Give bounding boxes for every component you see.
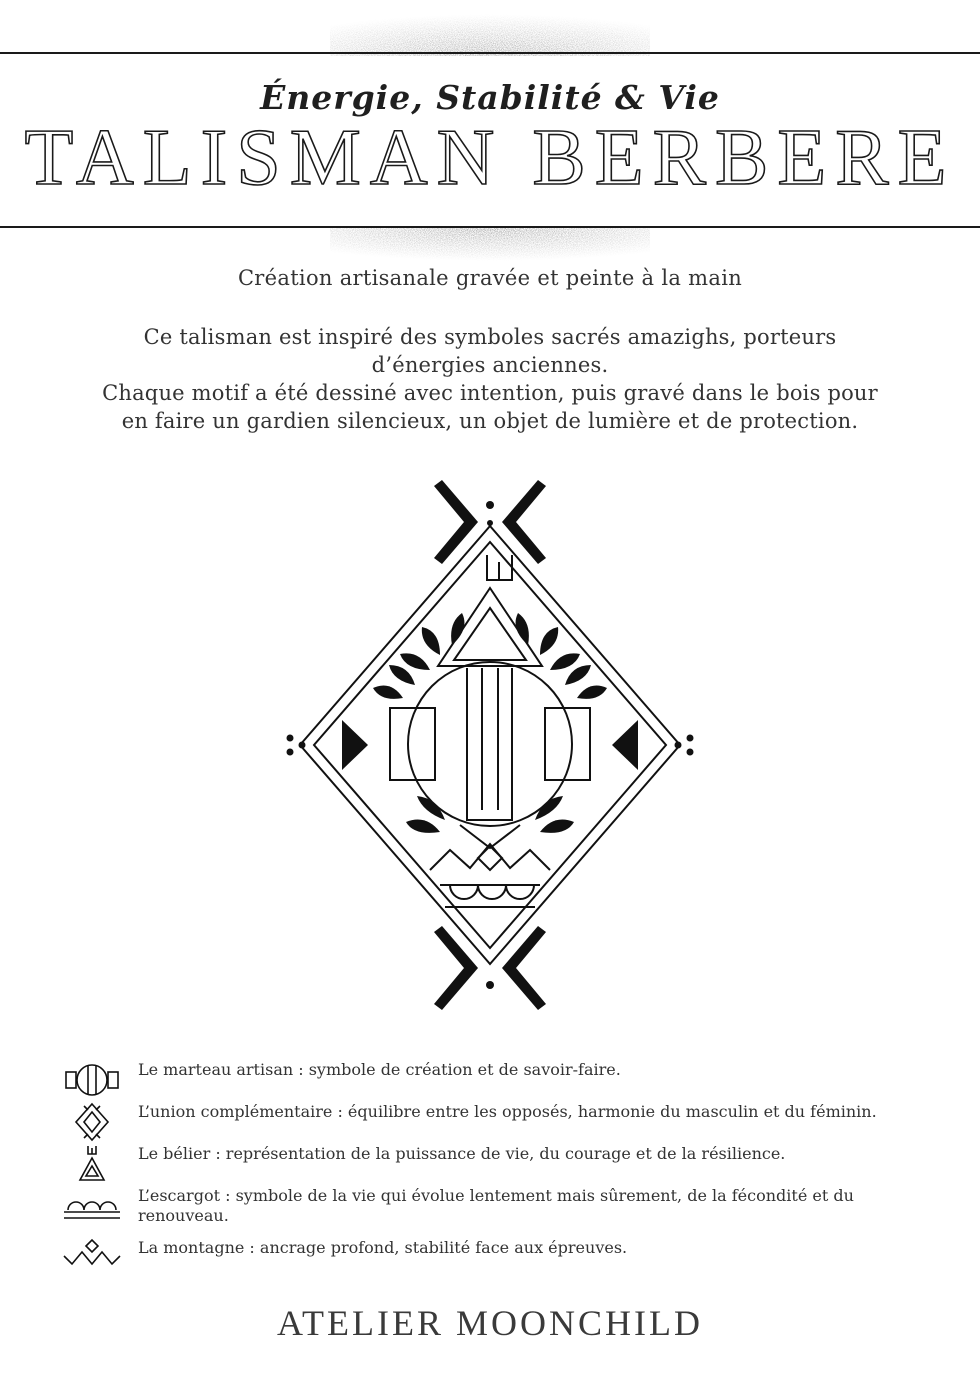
leaf: [550, 653, 580, 670]
intro-lead: Création artisanale gravée et peinte à la main: [237, 266, 743, 290]
brand-footer: ATELIER MOONCHILD: [277, 1303, 703, 1343]
mountain-icon: [62, 1238, 122, 1278]
page-subtitle: Énergie, Stabilité & Vie: [260, 78, 720, 117]
intro-line: Chaque motif a été dessiné avec intention, puis gravé dans le bois pour: [102, 381, 878, 405]
triangle-right: [612, 720, 638, 770]
legend-item: [62, 1238, 942, 1278]
legend-item: [62, 1186, 942, 1226]
leaf: [373, 686, 403, 699]
leaf: [422, 627, 440, 655]
legend-text: La montagne : ancrage profond, stabilité face aux épreuves.: [138, 1238, 628, 1257]
union-icon: [62, 1102, 122, 1142]
leaf: [516, 613, 529, 645]
snail-icon: [62, 1186, 122, 1226]
legend-text: Le bélier : représentation de la puissance de vie, du courage et de la résilience.: [138, 1144, 786, 1163]
snail-arc-3: [506, 885, 534, 899]
leaf: [540, 820, 574, 833]
chevron-bottom-right: [502, 926, 546, 1010]
ram-icon: [62, 1144, 122, 1184]
triangle-left: [342, 720, 368, 770]
header-rule-top: [0, 52, 980, 54]
legend-item: [62, 1144, 942, 1184]
speckle-top: [330, 0, 650, 56]
leaf: [451, 613, 464, 645]
leaf: [577, 686, 607, 699]
dot-right-2: [687, 749, 694, 756]
dot-top: [486, 501, 494, 509]
talisman-emblem: [280, 470, 700, 1020]
legend-text: L’union complémentaire : équilibre entre les opposés, harmonie du masculin et du féminin.: [138, 1102, 877, 1121]
ram-fork: [487, 555, 512, 580]
dot-top-2: [487, 520, 493, 526]
chevron-top-left: [434, 480, 478, 564]
hammer-icon: [62, 1060, 122, 1100]
leaf: [406, 820, 440, 833]
page-title: TALISMAN BERBERE: [24, 114, 956, 202]
hammer-disc: [408, 662, 572, 826]
leaf: [389, 665, 415, 685]
ram-triangle-inner: [454, 608, 526, 660]
chevron-bottom-left: [434, 926, 478, 1010]
snail-arc-2: [478, 885, 506, 899]
leaf: [400, 653, 430, 670]
legend-item: [62, 1102, 942, 1142]
hammer-handle: [467, 668, 512, 820]
header-rule-bottom: [0, 226, 980, 228]
legend-item: [62, 1060, 942, 1100]
mountain-diamond: [478, 846, 502, 870]
snail-arc-1: [450, 885, 478, 899]
intro-paragraph: [40, 323, 940, 435]
legend-text: L’escargot : symbole de la vie qui évolue lentement mais sûrement, de la fécondité et du renouveau.: [138, 1186, 854, 1225]
dot-right-3: [675, 742, 682, 749]
hammer-handle-inner: [482, 668, 498, 810]
chevron-top-right: [502, 480, 546, 564]
dot-left-2: [287, 749, 294, 756]
leaf: [540, 627, 558, 655]
intro-line: en faire un gardien silencieux, un objet de lumière et de protection.: [121, 409, 859, 433]
dot-left-3: [299, 742, 306, 749]
legend-text: Le marteau artisan : symbole de création et de savoir-faire.: [138, 1060, 621, 1079]
dot-left-1: [287, 735, 294, 742]
dot-right-1: [687, 735, 694, 742]
intro-line: d’énergies anciennes.: [371, 353, 609, 377]
dot-bottom: [486, 981, 494, 989]
leaf: [565, 665, 591, 685]
intro-line: Ce talisman est inspiré des symboles sacrés amazighs, porteurs: [143, 325, 837, 349]
